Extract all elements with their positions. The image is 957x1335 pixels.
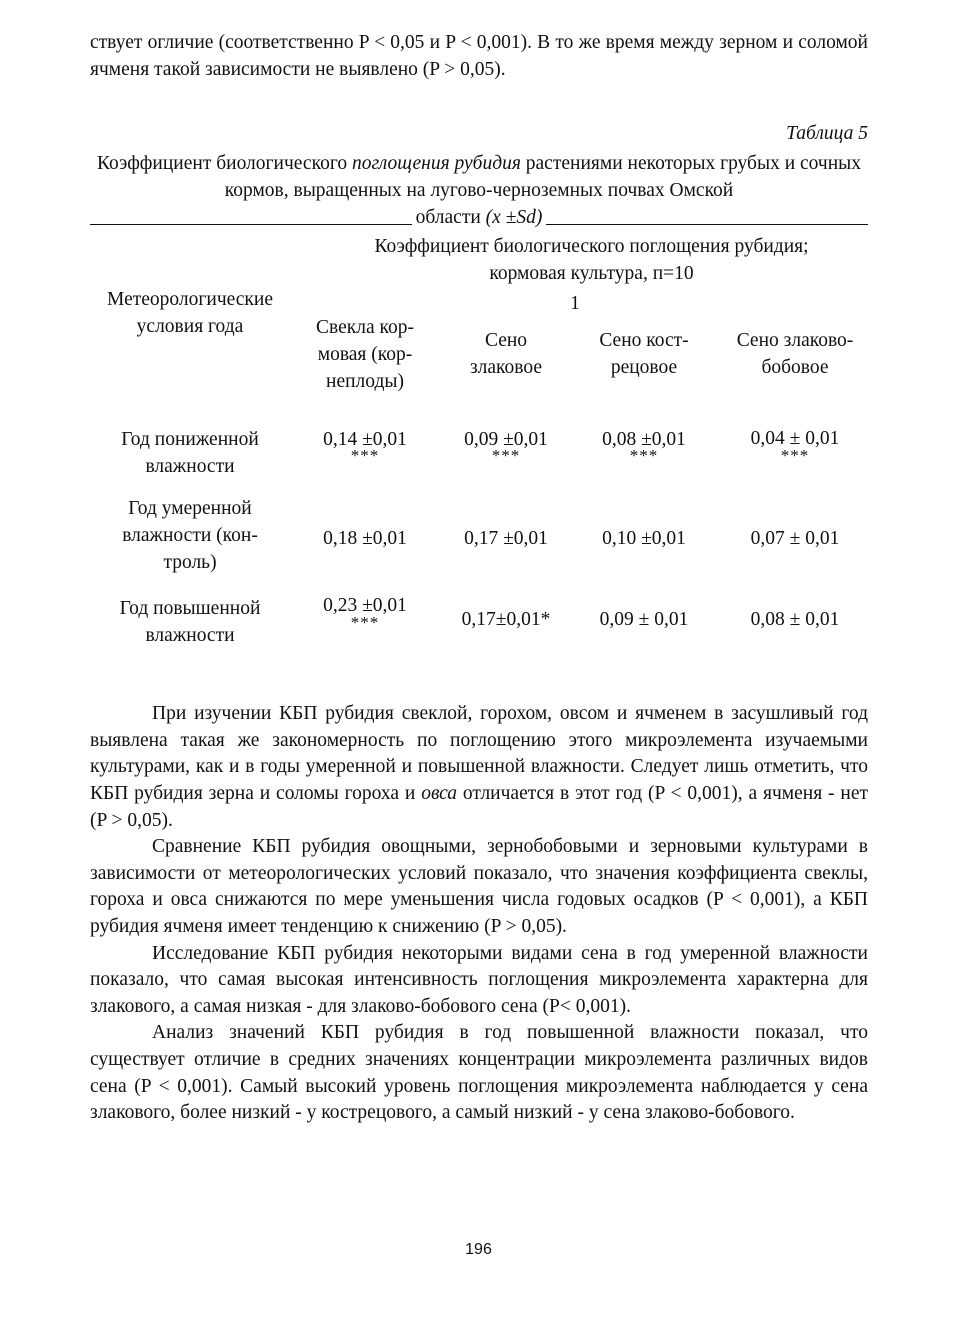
significance-mark: *** [350, 613, 380, 633]
row-label-moderate-humidity: Год умеренной влажности (кон- троль) [122, 498, 258, 574]
table-cell: 0,23 ±0,01 [323, 595, 407, 617]
table-cell: 0,17 ±0,01 [464, 528, 548, 550]
body-text [90, 701, 868, 1127]
caption-underline-right [546, 224, 868, 225]
caption-text-1: Коэффициент биологического [96, 153, 352, 175]
significance-mark: *** [350, 446, 380, 466]
document-page [90, 30, 868, 1127]
table-cell: 0,09 ±0,01 [464, 429, 548, 451]
caption-italic: поглощения рубидия [351, 153, 521, 175]
table-cell: 0,14 ±0,01 [323, 429, 407, 451]
data-table [90, 231, 868, 661]
table-label: Таблица 5 [786, 123, 868, 145]
header-col-grass-legume-hay: Сено злаково- бобовое [736, 330, 854, 379]
table-cell: 0,04 ± 0,01 [750, 428, 840, 450]
paragraph: Сравнение КБП рубидия овощными, зернобобовыми и зерновыми культурами в зависимости от метеорологических условий показало, что значения коэффициента свеклы, гороха и овса снижаются по мере уменьшения числа годовых осадков (P < 0,001), а КБП рубидия ячменя имеет тенденцию к снижению (P > 0,05). [90, 836, 868, 937]
row-label-low-humidity: Год пониженной влажности [121, 429, 259, 478]
caption-rule-line [90, 204, 868, 231]
header-group: Коэффициент биологического поглощения рубидия; кормовая культура, п=10 [374, 236, 809, 285]
intro-paragraph: ствует огличие (соответственно P < 0,05 и P < 0,001). В то же время между зерном и соломой ячменя такой зависимости не выявлено (P > 0,05). [90, 32, 868, 80]
significance-mark: *** [629, 446, 659, 466]
header-conditions: Метеорологические условия года [107, 289, 273, 338]
significance-mark: *** [491, 446, 521, 466]
table-cell: 0,07 ± 0,01 [750, 528, 840, 550]
table-cell: 0,10 ±0,01 [602, 528, 686, 550]
paragraph: При изучении КБП рубидия свеклой, горохом, овсом и ячменем в засушливый год выявлена такая же закономерность по поглощению этого микроэлемента изучаемыми культурами, как и в годы умеренной и повышенной влажности. Следует лишь отметить, что КБП рубидия зерна и соломы гороха и овса отличается в этот год (P < 0,001), а ячменя - нет (P > 0,05). [90, 703, 868, 831]
table-cell: 0,09 ± 0,01 [599, 609, 689, 631]
header-col-grass-hay: Сено злаковое [469, 330, 543, 379]
caption-line3-italic: (x ±Sd) [485, 207, 543, 229]
table-cell: 0,08 ± 0,01 [750, 609, 840, 631]
significance-mark: *** [780, 446, 810, 466]
caption-line3-text: области [415, 207, 486, 229]
caption-underline-left [90, 224, 412, 225]
paragraph: Исследование КБП рубидия некоторыми видами сена в год умеренной влажности показало, что самая высокая интенсивность поглощения микроэлемента характерна для злакового, а самая низкая - для злаково-бобового сена (P< 0,001). [90, 942, 868, 1017]
table-cell: 0,18 ±0,01 [323, 528, 407, 550]
row-label-high-humidity: Год повышенной влажности [119, 598, 261, 647]
page-number: 196 [465, 1241, 492, 1258]
header-index: 1 [570, 293, 580, 315]
table-cell: 0,17±0,01* [461, 609, 551, 631]
caption-text-2: растениями некоторых грубых и сочных кормов, выращенных на лугово-черноземных почвах Омской [224, 153, 862, 202]
header-col-beet: Свекла кор- мовая (кор- неплоды) [316, 317, 414, 393]
table-caption [90, 150, 868, 204]
header-col-brome-hay: Сено кост- рецовое [599, 330, 689, 379]
table-cell: 0,08 ±0,01 [602, 429, 686, 451]
paragraph: Анализ значений КБП рубидия в год повышенной влажности показал, что существует отличие в средних значениях концентрации микроэлемента различных видов сена (P < 0,001). Самый высокий уровень поглощения микроэлемента наблюдается у сена злакового, более низкий - у кострецового, а самый низкий - у сена злаково-бобового. [90, 1022, 868, 1124]
